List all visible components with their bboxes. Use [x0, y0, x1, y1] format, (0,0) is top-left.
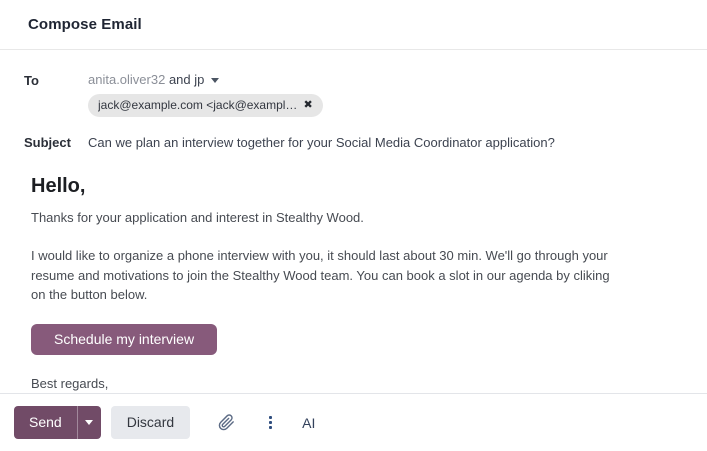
recipient-tag[interactable]: [88, 94, 323, 117]
more-options-button[interactable]: [265, 412, 276, 433]
attach-file-button[interactable]: [214, 410, 239, 435]
kebab-menu-icon: [269, 416, 272, 429]
recipient-tag-row: [88, 94, 323, 117]
recipients-muted-text: anita.oliver32: [88, 72, 166, 87]
dialog-title: Compose Email: [28, 16, 142, 33]
to-field-value: [88, 72, 323, 117]
subject-input[interactable]: Can we plan an interview together for your Social Media Coordinator application?: [88, 135, 555, 150]
closing-text: Best regards,: [31, 375, 109, 391]
recipient-tag-text: jack@example.com <jack@exampl…: [98, 98, 298, 112]
subject-label: Subject: [24, 135, 71, 150]
to-label: To: [24, 73, 39, 88]
recipients-rest-text: and jp: [165, 72, 205, 87]
dialog-footer: [0, 393, 707, 451]
send-button[interactable]: Send: [14, 406, 77, 439]
subject-field-row: [24, 134, 683, 151]
paperclip-icon: [218, 414, 235, 431]
to-field-row: [24, 72, 683, 117]
ai-button[interactable]: AI: [302, 414, 316, 431]
chevron-down-icon: [85, 420, 93, 425]
intro-text: Thanks for your application and interest in Stealthy Wood.: [31, 210, 364, 225]
chevron-down-icon[interactable]: [211, 78, 219, 83]
discard-button[interactable]: Discard: [111, 406, 190, 439]
email-fields: [0, 50, 707, 151]
schedule-interview-button[interactable]: Schedule my interview: [31, 324, 217, 355]
send-split-button: [14, 406, 101, 439]
body-paragraph: I would like to organize a phone interview with you, it should last about 30 min. We'll go through your resume and motivations to join the Stealthy Wood team. You can book a slot in our agenda by cliking on the button below.: [31, 248, 610, 302]
email-body-editor[interactable]: [0, 151, 707, 393]
send-options-dropdown[interactable]: [77, 406, 101, 439]
tag-close-icon[interactable]: ✖: [303, 98, 313, 111]
greeting-text: Hello,: [31, 175, 86, 197]
dialog-header: [0, 0, 707, 50]
recipients-summary[interactable]: [88, 72, 219, 88]
